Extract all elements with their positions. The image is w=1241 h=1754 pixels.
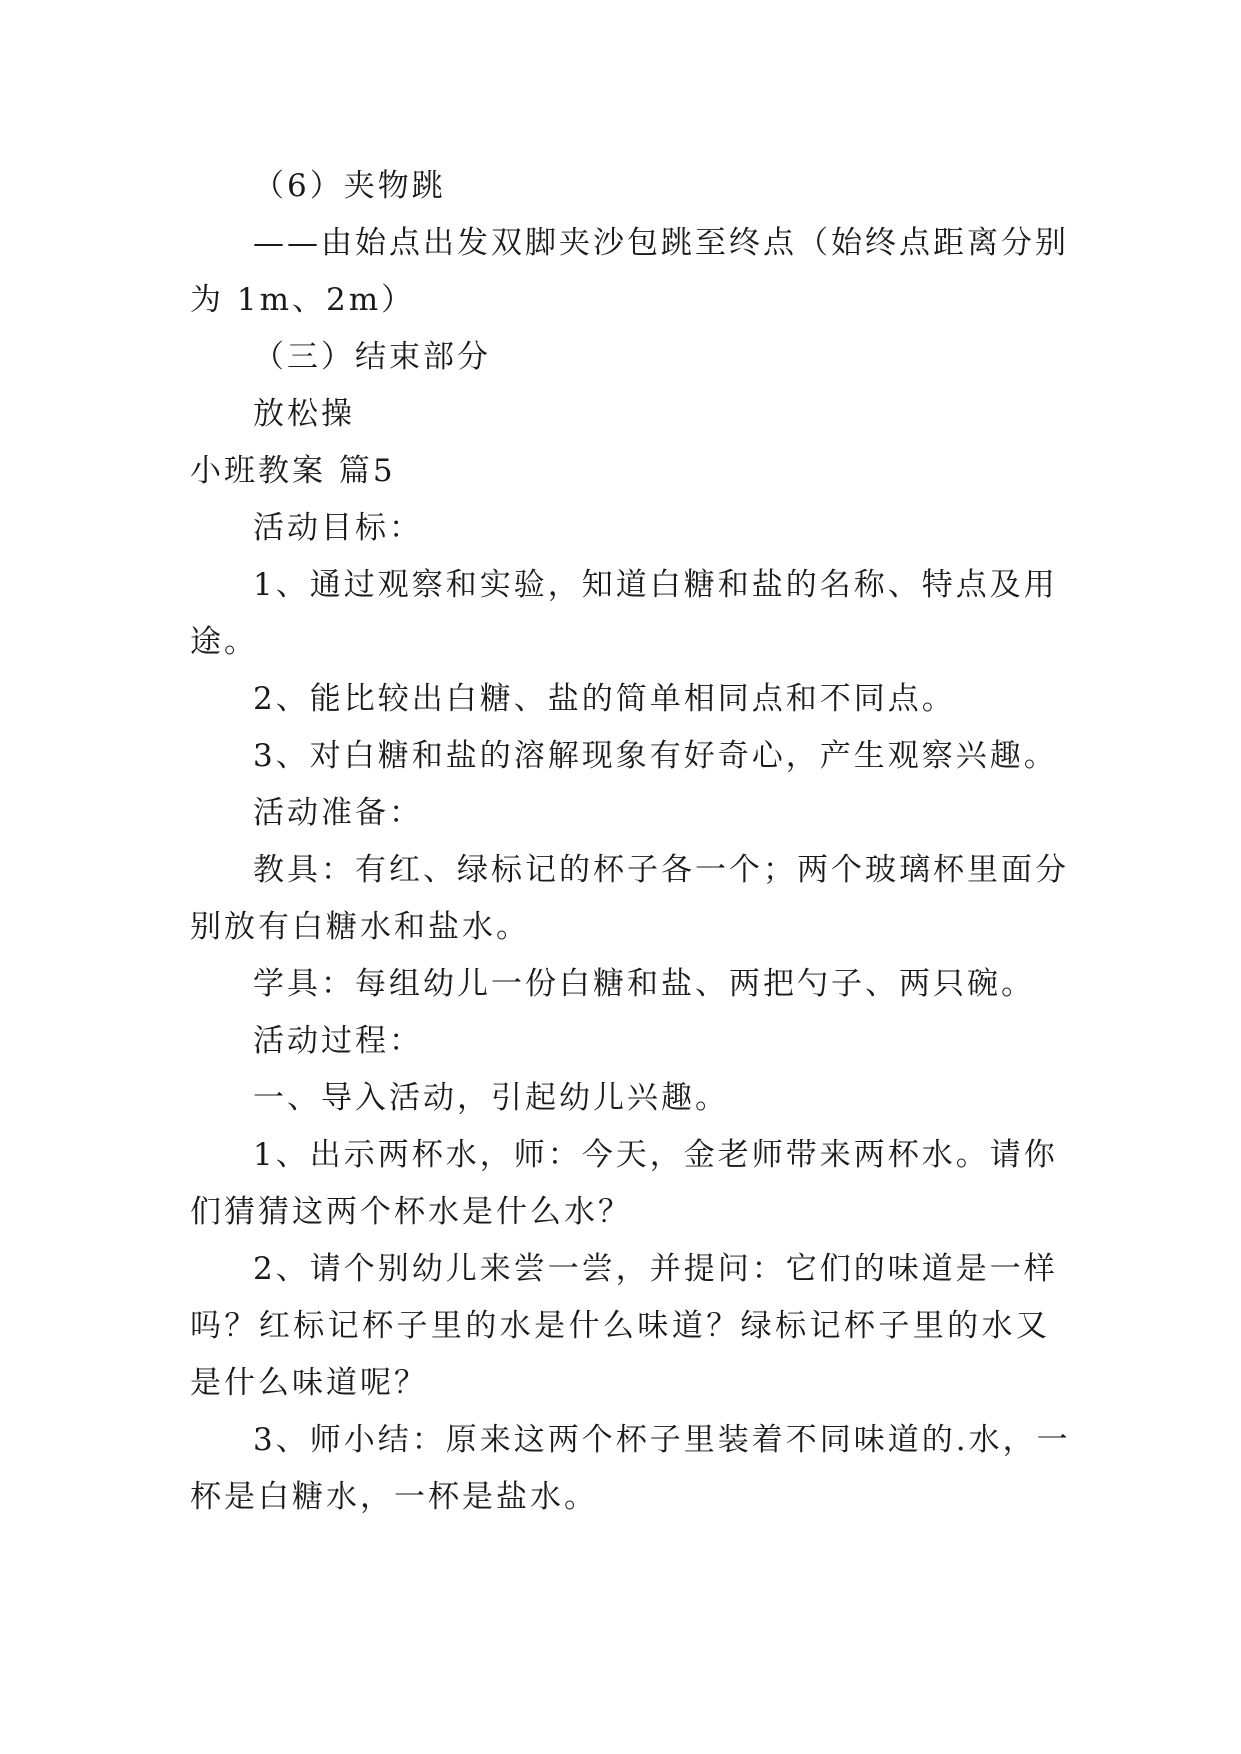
paragraph-line: 3、师小结：原来这两个杯子里装着不同味道的.水，一 bbox=[253, 1422, 1071, 1458]
paragraph-line: 教具：有红、绿标记的杯子各一个；两个玻璃杯里面分 bbox=[253, 852, 1069, 888]
paragraph-line: 2、能比较出白糖、盐的简单相同点和不同点。 bbox=[253, 681, 956, 717]
paragraph-line: 3、对白糖和盐的溶解现象有好奇心，产生观察兴趣。 bbox=[253, 738, 1058, 774]
paragraph-line: 们猜猜这两个杯水是什么水？ bbox=[190, 1194, 632, 1230]
paragraph-line: 放松操 bbox=[253, 396, 355, 432]
paragraph-line: ——由始点出发双脚夹沙包跳至终点（始终点距离分别 bbox=[253, 225, 1069, 261]
article-heading: 小班教案 篇5 bbox=[190, 453, 396, 489]
subsection-heading: （6）夹物跳 bbox=[253, 168, 446, 204]
section-heading: （三）结束部分 bbox=[253, 339, 491, 375]
paragraph-line: 一、导入活动，引起幼儿兴趣。 bbox=[253, 1080, 729, 1116]
paragraph-line: 杯是白糖水，一杯是盐水。 bbox=[190, 1479, 598, 1515]
section-heading: 活动过程： bbox=[253, 1023, 423, 1059]
paragraph-line: 学具：每组幼儿一份白糖和盐、两把勺子、两只碗。 bbox=[253, 966, 1035, 1002]
paragraph-line: 2、请个别幼儿来尝一尝，并提问：它们的味道是一样 bbox=[253, 1251, 1058, 1287]
paragraph-line: 1、出示两杯水，师：今天，金老师带来两杯水。请你 bbox=[253, 1137, 1058, 1173]
section-heading: 活动准备： bbox=[253, 795, 423, 831]
paragraph-line: 途。 bbox=[190, 624, 258, 660]
paragraph-line: 为 1m、2m） bbox=[190, 282, 416, 318]
section-heading: 活动目标： bbox=[253, 510, 423, 546]
paragraph-line: 吗？红标记杯子里的水是什么味道？绿标记杯子里的水又 bbox=[190, 1308, 1050, 1344]
paragraph-line: 别放有白糖水和盐水。 bbox=[190, 909, 530, 945]
paragraph-line: 1、通过观察和实验，知道白糖和盐的名称、特点及用 bbox=[253, 567, 1058, 603]
paragraph-line: 是什么味道呢？ bbox=[190, 1365, 428, 1401]
